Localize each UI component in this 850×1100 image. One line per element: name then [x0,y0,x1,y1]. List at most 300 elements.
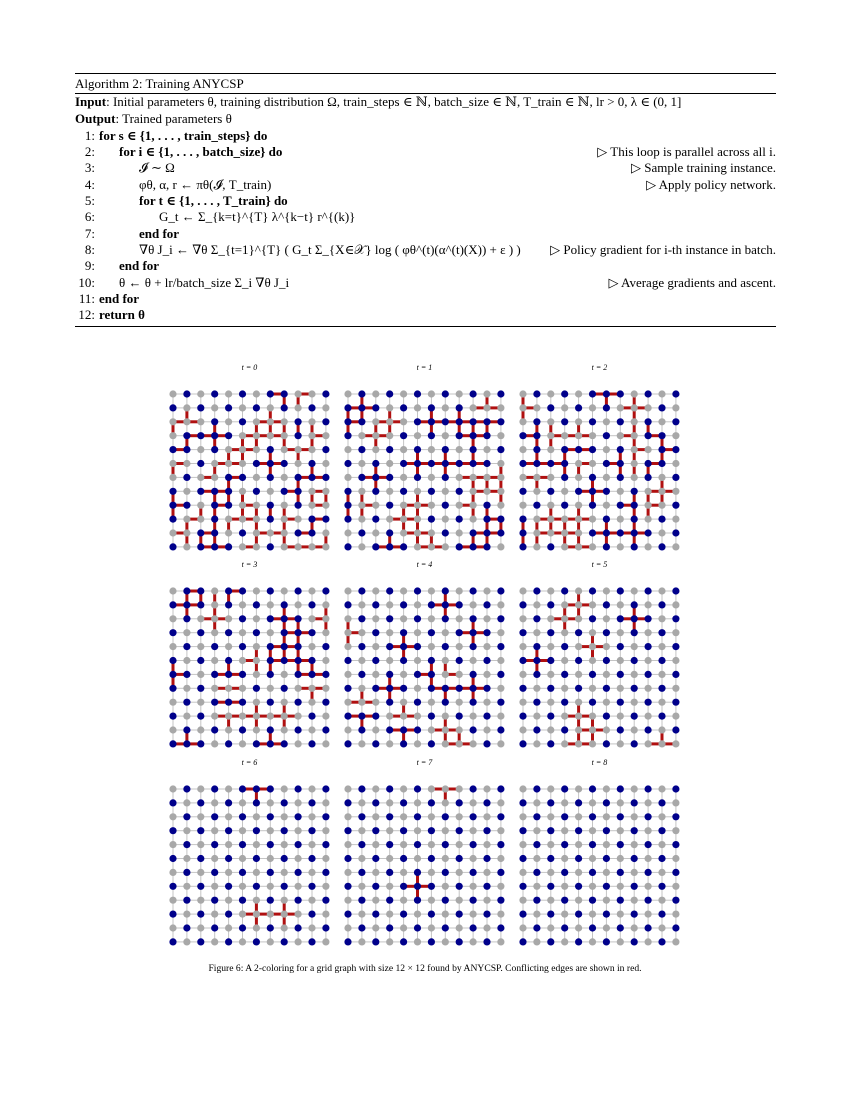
node-gray [617,713,624,720]
node-gray [575,897,582,904]
node-gray [645,855,652,862]
node-gray [658,418,665,425]
node-blue [603,460,610,467]
node-gray [281,516,288,523]
node-gray [253,543,260,550]
node-gray [322,432,329,439]
node-blue [442,615,449,622]
node-blue [295,529,302,536]
node-blue [267,587,274,594]
node-blue [211,488,218,495]
node-gray [456,699,463,706]
node-gray [589,432,596,439]
grid-panel [344,758,504,946]
node-gray [497,827,504,834]
node-blue [631,615,638,622]
node-gray [497,713,504,720]
node-blue [658,911,665,918]
node-gray [547,924,554,931]
node-gray [400,390,407,397]
node-gray [658,924,665,931]
node-gray [617,543,624,550]
node-blue [617,502,624,509]
node-gray [414,488,421,495]
node-gray [589,726,596,733]
node-gray [322,615,329,622]
node-gray [295,740,302,747]
node-blue [183,869,190,876]
node-gray [442,883,449,890]
panel-title: t = 4 [416,560,433,569]
node-blue [483,855,490,862]
node-blue [225,432,232,439]
node-gray [281,897,288,904]
node-gray [400,446,407,453]
node-blue [672,390,679,397]
node-gray [561,799,568,806]
node-gray [519,841,526,848]
node-gray [322,629,329,636]
node-blue [344,432,351,439]
node-blue [547,488,554,495]
node-gray [225,529,232,536]
node-gray [575,785,582,792]
panel-title: t = 1 [416,363,433,372]
node-blue [267,785,274,792]
node-blue [267,841,274,848]
node-blue [672,813,679,820]
line-code: θ ← θ + lr/batch_size Σ_i ∇θ J_i [119,274,290,290]
node-gray [442,432,449,439]
node-gray [253,924,260,931]
grid-panel [169,363,329,551]
node-blue [547,657,554,664]
node-gray [239,938,246,945]
node-gray [658,529,665,536]
node-gray [519,671,526,678]
node-blue [183,587,190,594]
node-blue [169,740,176,747]
node-blue [322,785,329,792]
node-gray [358,629,365,636]
node-gray [428,643,435,650]
node-gray [169,390,176,397]
node-gray [281,474,288,481]
node-gray [483,869,490,876]
node-blue [483,460,490,467]
node-gray [658,726,665,733]
node-blue [400,855,407,862]
line-code: for s ∈ {1, . . . , train_steps} do [99,127,268,143]
node-gray [183,911,190,918]
node-blue [239,785,246,792]
node-gray [519,390,526,397]
node-blue [281,883,288,890]
node-blue [456,629,463,636]
node-blue [225,671,232,678]
node-gray [456,529,463,536]
node-gray [400,869,407,876]
node-blue [658,432,665,439]
node-blue [386,685,393,692]
node-blue [519,601,526,608]
node-blue [267,615,274,622]
node-gray [197,446,204,453]
node-blue [533,418,540,425]
node-blue [239,897,246,904]
node-blue [547,629,554,636]
node-gray [197,813,204,820]
node-blue [575,938,582,945]
node-blue [295,657,302,664]
node-blue [225,488,232,495]
node-gray [281,502,288,509]
node-blue [456,827,463,834]
node-gray [603,671,610,678]
node-gray [483,390,490,397]
node-gray [386,713,393,720]
node-blue [295,643,302,650]
node-gray [547,897,554,904]
node-blue [183,841,190,848]
node-blue [322,516,329,523]
node-blue [442,587,449,594]
node-gray [617,883,624,890]
node-gray [645,685,652,692]
node-gray [456,897,463,904]
node-gray [295,516,302,523]
node-blue [658,404,665,411]
node-blue [672,587,679,594]
node-blue [470,643,477,650]
node-blue [645,587,652,594]
node-gray [308,543,315,550]
node-blue [400,799,407,806]
node-gray [344,869,351,876]
node-gray [470,474,477,481]
node-blue [617,785,624,792]
node-gray [211,404,218,411]
line-code: for i ∈ {1, . . . , batch_size} do [119,144,283,160]
node-gray [169,924,176,931]
node-blue [497,615,504,622]
node-blue [344,883,351,890]
node-gray [456,502,463,509]
node-gray [589,740,596,747]
node-blue [295,897,302,904]
node-gray [183,938,190,945]
node-gray [658,841,665,848]
node-gray [183,827,190,834]
node-blue [547,713,554,720]
node-gray [372,785,379,792]
node-gray [344,699,351,706]
node-gray [483,813,490,820]
node-blue [603,799,610,806]
node-blue [483,713,490,720]
node-blue [308,799,315,806]
node-blue [470,897,477,904]
node-blue [631,827,638,834]
node-blue [533,924,540,931]
node-blue [295,869,302,876]
node-gray [533,713,540,720]
node-gray [645,657,652,664]
node-gray [672,460,679,467]
node-blue [603,855,610,862]
node-gray [589,643,596,650]
line-code: ∇θ J_i ← ∇θ Σ_{t=1}^{T} ( G_t Σ_{X∈𝒳} log ( φθ^(t)(α^(t)(X)) + ε ) ) [139,241,521,257]
node-gray [358,938,365,945]
node-gray [400,813,407,820]
node-blue [344,418,351,425]
node-blue [428,418,435,425]
node-gray [519,897,526,904]
node-gray [603,699,610,706]
node-gray [322,543,329,550]
node-gray [281,813,288,820]
node-blue [414,671,421,678]
node-gray [442,488,449,495]
node-gray [470,404,477,411]
node-gray [645,601,652,608]
node-blue [533,587,540,594]
node-blue [470,699,477,706]
node-gray [672,629,679,636]
node-gray [322,502,329,509]
node-blue [561,418,568,425]
node-blue [645,785,652,792]
node-gray [442,726,449,733]
node-gray [414,529,421,536]
node-blue [197,404,204,411]
node-gray [308,418,315,425]
node-blue [547,460,554,467]
node-gray [414,855,421,862]
node-gray [344,671,351,678]
node-blue [211,785,218,792]
node-blue [267,869,274,876]
node-blue [575,446,582,453]
node-gray [589,543,596,550]
node-gray [197,643,204,650]
node-blue [414,726,421,733]
node-gray [183,713,190,720]
node-gray [386,460,393,467]
node-gray [197,502,204,509]
node-gray [483,643,490,650]
grid-panel [169,560,329,748]
node-gray [561,911,568,918]
node-blue [253,404,260,411]
node-gray [547,587,554,594]
node-gray [456,726,463,733]
node-gray [267,418,274,425]
node-blue [358,418,365,425]
node-blue [547,740,554,747]
node-blue [442,529,449,536]
node-gray [308,897,315,904]
node-blue [672,671,679,678]
node-gray [344,813,351,820]
node-gray [645,883,652,890]
node-gray [575,418,582,425]
node-blue [617,726,624,733]
node-gray [308,869,315,876]
node-blue [386,671,393,678]
node-blue [631,685,638,692]
node-gray [372,502,379,509]
node-gray [575,390,582,397]
node-gray [414,685,421,692]
node-blue [386,785,393,792]
node-gray [372,587,379,594]
node-blue [169,446,176,453]
node-gray [322,883,329,890]
node-gray [344,924,351,931]
node-gray [519,446,526,453]
node-blue [322,813,329,820]
node-blue [672,446,679,453]
node-blue [400,601,407,608]
node-blue [358,785,365,792]
node-gray [197,699,204,706]
node-blue [267,543,274,550]
node-blue [281,390,288,397]
node-gray [631,404,638,411]
line-number: 7: [84,225,95,241]
node-blue [470,813,477,820]
node-gray [169,841,176,848]
node-gray [561,432,568,439]
node-blue [211,543,218,550]
node-blue [497,418,504,425]
node-gray [211,883,218,890]
node-gray [169,529,176,536]
node-gray [253,813,260,820]
node-blue [561,390,568,397]
node-blue [470,671,477,678]
node-blue [497,813,504,820]
node-gray [442,671,449,678]
node-gray [442,404,449,411]
node-gray [547,390,554,397]
node-gray [358,601,365,608]
node-blue [414,785,421,792]
node-blue [386,643,393,650]
node-blue [267,726,274,733]
node-blue [561,841,568,848]
node-blue [358,587,365,594]
node-gray [358,827,365,834]
node-gray [483,924,490,931]
node-blue [295,488,302,495]
node-gray [211,911,218,918]
node-blue [225,543,232,550]
node-gray [225,615,232,622]
node-gray [428,543,435,550]
node-gray [589,516,596,523]
node-gray [308,587,315,594]
line-comment: ▷ Policy gradient for i-th instance in batch. [550,241,776,257]
node-blue [533,841,540,848]
node-gray [414,713,421,720]
node-blue [672,726,679,733]
node-blue [372,543,379,550]
node-gray [281,543,288,550]
node-gray [322,685,329,692]
node-gray [589,855,596,862]
node-blue [197,883,204,890]
node-blue [617,699,624,706]
node-blue [183,785,190,792]
node-gray [428,446,435,453]
node-blue [183,726,190,733]
node-blue [358,643,365,650]
node-gray [631,587,638,594]
node-gray [456,841,463,848]
node-gray [225,713,232,720]
node-gray [533,529,540,536]
node-gray [483,671,490,678]
node-blue [308,855,315,862]
node-gray [225,460,232,467]
node-gray [631,897,638,904]
node-gray [617,938,624,945]
node-gray [672,883,679,890]
node-gray [672,432,679,439]
node-gray [442,543,449,550]
node-blue [253,785,260,792]
node-gray [497,855,504,862]
node-blue [483,685,490,692]
node-gray [519,587,526,594]
node-blue [658,460,665,467]
node-blue [322,671,329,678]
node-blue [519,543,526,550]
node-blue [645,390,652,397]
node-gray [561,629,568,636]
node-gray [456,643,463,650]
node-blue [400,432,407,439]
node-blue [617,418,624,425]
node-blue [322,699,329,706]
node-blue [400,827,407,834]
node-gray [344,726,351,733]
node-gray [372,924,379,931]
panel-title: t = 7 [416,758,433,767]
node-gray [239,488,246,495]
node-gray [253,474,260,481]
node-gray [253,726,260,733]
node-blue [372,488,379,495]
node-gray [169,418,176,425]
node-blue [483,418,490,425]
node-blue [239,587,246,594]
node-blue [308,601,315,608]
node-gray [547,432,554,439]
node-blue [225,799,232,806]
node-gray [575,587,582,594]
node-blue [483,938,490,945]
node-blue [456,938,463,945]
node-blue [344,685,351,692]
node-blue [497,924,504,931]
node-blue [386,390,393,397]
node-blue [631,488,638,495]
node-blue [483,432,490,439]
node-blue [456,488,463,495]
